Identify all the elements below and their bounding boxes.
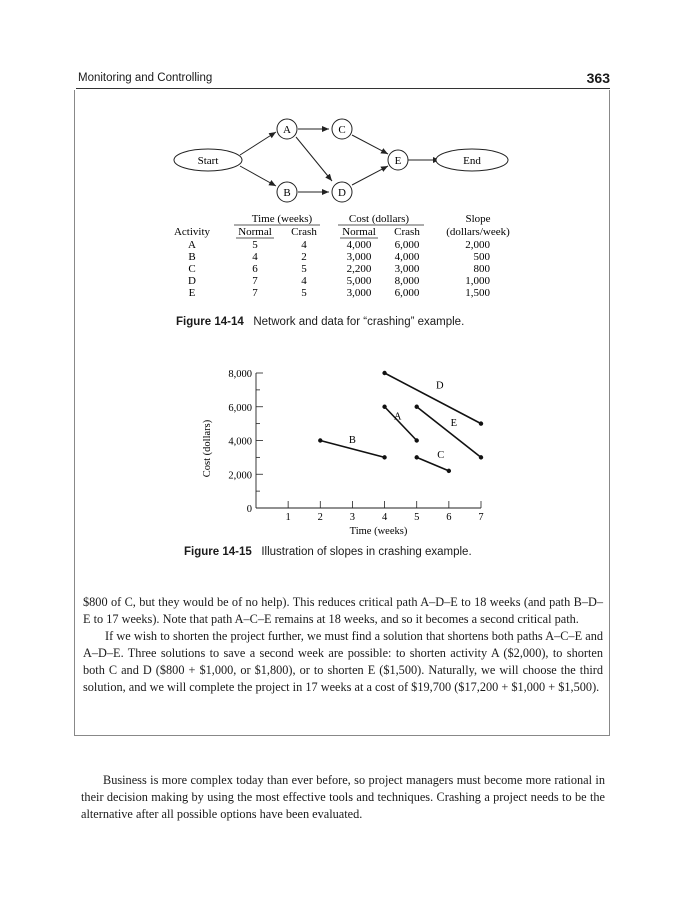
cell-normal-time: 7 <box>252 275 258 287</box>
normal-cost-header: Normal <box>342 226 376 238</box>
figure-14-14-text: Network and data for “crashing” example. <box>253 316 465 328</box>
series-label-a: A <box>393 411 402 423</box>
table-row <box>188 263 490 275</box>
cell-slope: 1,500 <box>465 287 490 299</box>
crash-data-table <box>160 210 530 305</box>
y-tick-label: 4,000 <box>228 436 252 448</box>
y-tick-label: 8,000 <box>228 369 252 380</box>
running-header <box>78 70 610 88</box>
data-point <box>479 455 483 459</box>
header-rule <box>76 88 610 89</box>
cell-normal-time: 6 <box>252 263 258 275</box>
cell-crash-time: 4 <box>301 275 307 287</box>
node-a-label: A <box>283 124 291 136</box>
x-tick-label: 1 <box>285 512 291 523</box>
cell-crash-cost: 8,000 <box>394 275 420 287</box>
cell-crash-time: 4 <box>301 239 307 251</box>
slope-chart <box>190 360 510 540</box>
cell-crash-cost: 4,000 <box>394 251 420 263</box>
series-label-d: D <box>435 380 444 392</box>
data-point <box>382 405 386 409</box>
cell-normal-time: 7 <box>252 287 258 299</box>
figure-14-15-caption <box>184 546 472 558</box>
edge-d-e <box>352 166 388 185</box>
y-tick-label: 2,000 <box>228 470 252 482</box>
edge-start-b <box>240 166 276 186</box>
body-paragraph: Business is more complex today than ever before, so project managers must become more rational in their decision making by using the most effective tools and techniques. Crashing a project needs to be the alternative after all possible options have been evaluated. <box>81 773 605 821</box>
cell-normal-time: 5 <box>252 239 258 251</box>
cell-slope: 500 <box>473 251 490 263</box>
page-number: 363 <box>586 70 610 86</box>
data-point <box>447 469 451 473</box>
x-tick-label: 3 <box>349 512 356 523</box>
x-axis-title: Time (weeks) <box>349 526 408 537</box>
normal-time-header: Normal <box>238 226 272 238</box>
figure-14-14-caption <box>176 316 464 328</box>
cell-crash-time: 5 <box>301 287 307 299</box>
cell-crash-cost: 6,000 <box>394 287 420 299</box>
node-b-label: B <box>283 187 291 199</box>
edge-a-d <box>296 137 332 181</box>
cell-crash-cost: 6,000 <box>394 239 420 251</box>
y-axis-title: Cost (dollars) <box>202 419 213 478</box>
group-time-header: Time (weeks) <box>251 213 313 225</box>
end-label: End <box>463 155 481 167</box>
data-point <box>318 438 322 442</box>
edge-start-a <box>240 132 276 155</box>
section-title: Monitoring and Controlling <box>78 72 213 84</box>
series-label-c: C <box>437 450 445 462</box>
y-tick-label: 0 <box>246 504 252 515</box>
cell-crash-time: 2 <box>301 251 307 263</box>
table-row <box>188 251 490 263</box>
data-point <box>382 455 386 459</box>
data-point <box>415 438 419 442</box>
node-c-label: C <box>338 124 346 136</box>
cell-normal-cost: 5,000 <box>346 275 372 287</box>
crash-cost-header: Crash <box>394 226 420 238</box>
crash-time-header: Crash <box>291 226 317 238</box>
group-cost-header: Cost (dollars) <box>348 213 410 225</box>
cell-crash-time: 5 <box>301 263 307 275</box>
cell-normal-cost: 4,000 <box>346 239 372 251</box>
boxed-paragraph-1: $800 of C, but they would be of no help). This reduces critical path A–D–E to 18 weeks (and path B–D–E to 17 weeks). Note that path A–C–E remains at 18 weeks, and so it becomes a second critical path. <box>83 595 603 626</box>
x-tick-label: 2 <box>317 512 323 523</box>
y-tick-label: 6,000 <box>228 402 252 414</box>
cell-slope: 800 <box>473 263 490 275</box>
start-label: Start <box>197 155 219 167</box>
figure-14-15-label: Figure 14-15 <box>184 546 252 558</box>
cell-normal-time: 4 <box>252 251 258 263</box>
table-row <box>188 275 490 287</box>
cell-normal-cost: 2,200 <box>346 263 372 275</box>
slope-header-1: Slope <box>465 213 491 225</box>
cell-activity: D <box>188 275 196 287</box>
series-label-b: B <box>348 434 356 446</box>
x-tick-label: 5 <box>414 512 420 523</box>
series-line-e <box>417 407 481 458</box>
node-d-label: D <box>338 187 346 199</box>
data-point <box>415 455 419 459</box>
x-tick-label: 6 <box>446 512 452 523</box>
edge-c-e <box>352 135 388 154</box>
figure-14-14-label: Figure 14-14 <box>176 316 244 328</box>
cell-normal-cost: 3,000 <box>346 287 372 299</box>
cell-crash-cost: 3,000 <box>394 263 420 275</box>
cell-activity: A <box>188 239 196 251</box>
cell-activity: B <box>188 251 196 263</box>
slope-header-2: (dollars/week) <box>446 226 510 238</box>
cell-slope: 1,000 <box>465 275 490 287</box>
series-label-e: E <box>450 418 458 430</box>
data-point <box>479 421 483 425</box>
boxed-text <box>83 594 603 696</box>
cell-slope: 2,000 <box>465 239 490 251</box>
node-e-label: E <box>394 155 402 167</box>
data-point <box>382 371 386 375</box>
data-point <box>415 405 419 409</box>
table-row <box>189 287 491 299</box>
cell-activity: C <box>188 263 196 275</box>
x-tick-label: 7 <box>478 512 484 523</box>
cell-normal-cost: 3,000 <box>346 251 372 263</box>
figure-14-15-text: Illustration of slopes in crashing example. <box>261 546 472 558</box>
activity-header: Activity <box>173 226 211 238</box>
x-tick-label: 4 <box>381 512 388 523</box>
cell-activity: E <box>188 287 196 299</box>
boxed-paragraph-2: If we wish to shorten the project further, we must find a solution that shortens both paths A–C–E and A–D–E. Three solutions to save a second week are possible: to shorten activity A ($2,000), to shorten both C and D ($800 + $1,000, or $1,800), or to shorten E ($1,500). Naturally, we will choose the third solution, and we will complete the project in 17 weeks at a cost of $19,700 ($17,200 + $1,000 + $1,500). <box>83 629 603 694</box>
network-diagram <box>160 112 530 212</box>
table-row <box>188 239 490 251</box>
